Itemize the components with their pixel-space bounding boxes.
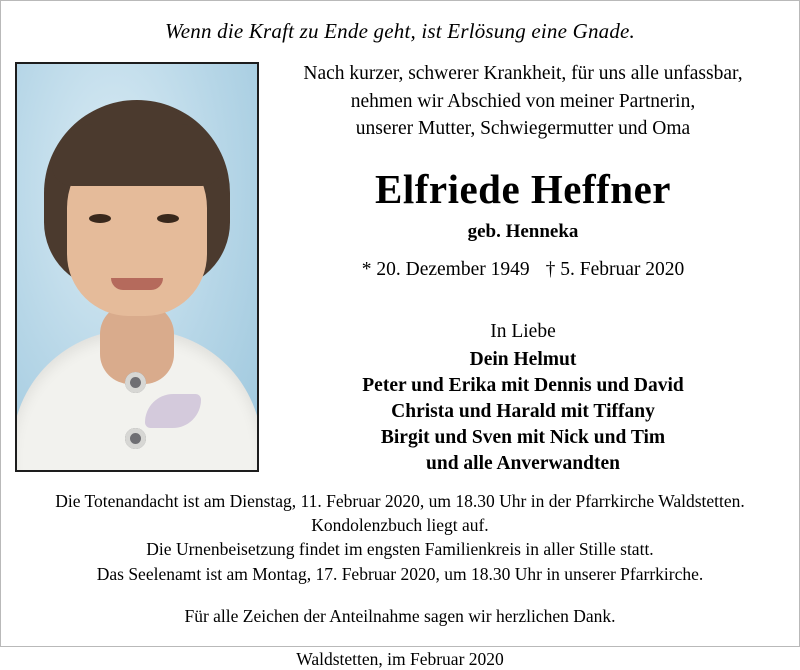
- family-line: Birgit und Sven mit Nick und Tim: [380, 426, 666, 448]
- photo-eye-right: [157, 214, 179, 223]
- intro-block: [273, 60, 773, 143]
- motto-text: Wenn die Kraft zu Ende geht, ist Erlösung eine Gnade.: [164, 19, 636, 43]
- lower-section: [1, 477, 799, 670]
- photo-mouth: [111, 278, 163, 290]
- death-date: † 5. Februar 2020: [545, 259, 685, 281]
- portrait-photo: [15, 62, 259, 472]
- deceased-name: Elfriede Heffner: [374, 166, 672, 213]
- birth-date: * 20. Dezember 1949: [361, 259, 530, 281]
- photo-button-upper: [125, 372, 146, 393]
- photo-eye-left: [89, 214, 111, 223]
- upper-section: [1, 44, 799, 477]
- intro-line: Nach kurzer, schwerer Krankheit, für uns alle unfassbar,: [303, 63, 743, 84]
- place-and-date: Waldstetten, im Februar 2020: [296, 648, 504, 669]
- family-block: [273, 347, 773, 477]
- family-line: Dein Helmut: [469, 349, 577, 371]
- family-line: und alle Anverwandten: [426, 452, 620, 474]
- photo-button-lower: [125, 428, 146, 449]
- service-line: Das Seelenamt ist am Montag, 17. Februar 2020, um 18.30 Uhr in unserer Pfarrkirche.: [96, 563, 704, 584]
- service-line: Kondolenzbuch liegt auf.: [311, 514, 489, 535]
- family-line: Christa und Harald mit Tiffany: [391, 400, 655, 422]
- intro-line: unserer Mutter, Schwiegermutter und Oma: [355, 118, 691, 140]
- in-love-label: In Liebe: [490, 321, 556, 343]
- maiden-name: geb. Henneka: [467, 221, 579, 243]
- intro-line: nehmen wir Abschied von meiner Partnerin,: [350, 90, 696, 112]
- service-line: Die Urnenbeisetzung findet im engsten Familienkreis in aller Stille statt.: [146, 539, 654, 560]
- service-line: Die Totenandacht ist am Dienstag, 11. Februar 2020, um 18.30 Uhr in der Pfarrkirche Waldstetten.: [55, 490, 745, 511]
- photo-fringe: [52, 124, 222, 186]
- thanks-text: Für alle Zeichen der Anteilnahme sagen wir herzlichen Dank.: [184, 605, 616, 626]
- portrait-container: [1, 54, 273, 472]
- family-line: Peter und Erika mit Dennis und David: [362, 374, 684, 396]
- life-dates: [273, 259, 773, 281]
- text-column: [273, 54, 799, 477]
